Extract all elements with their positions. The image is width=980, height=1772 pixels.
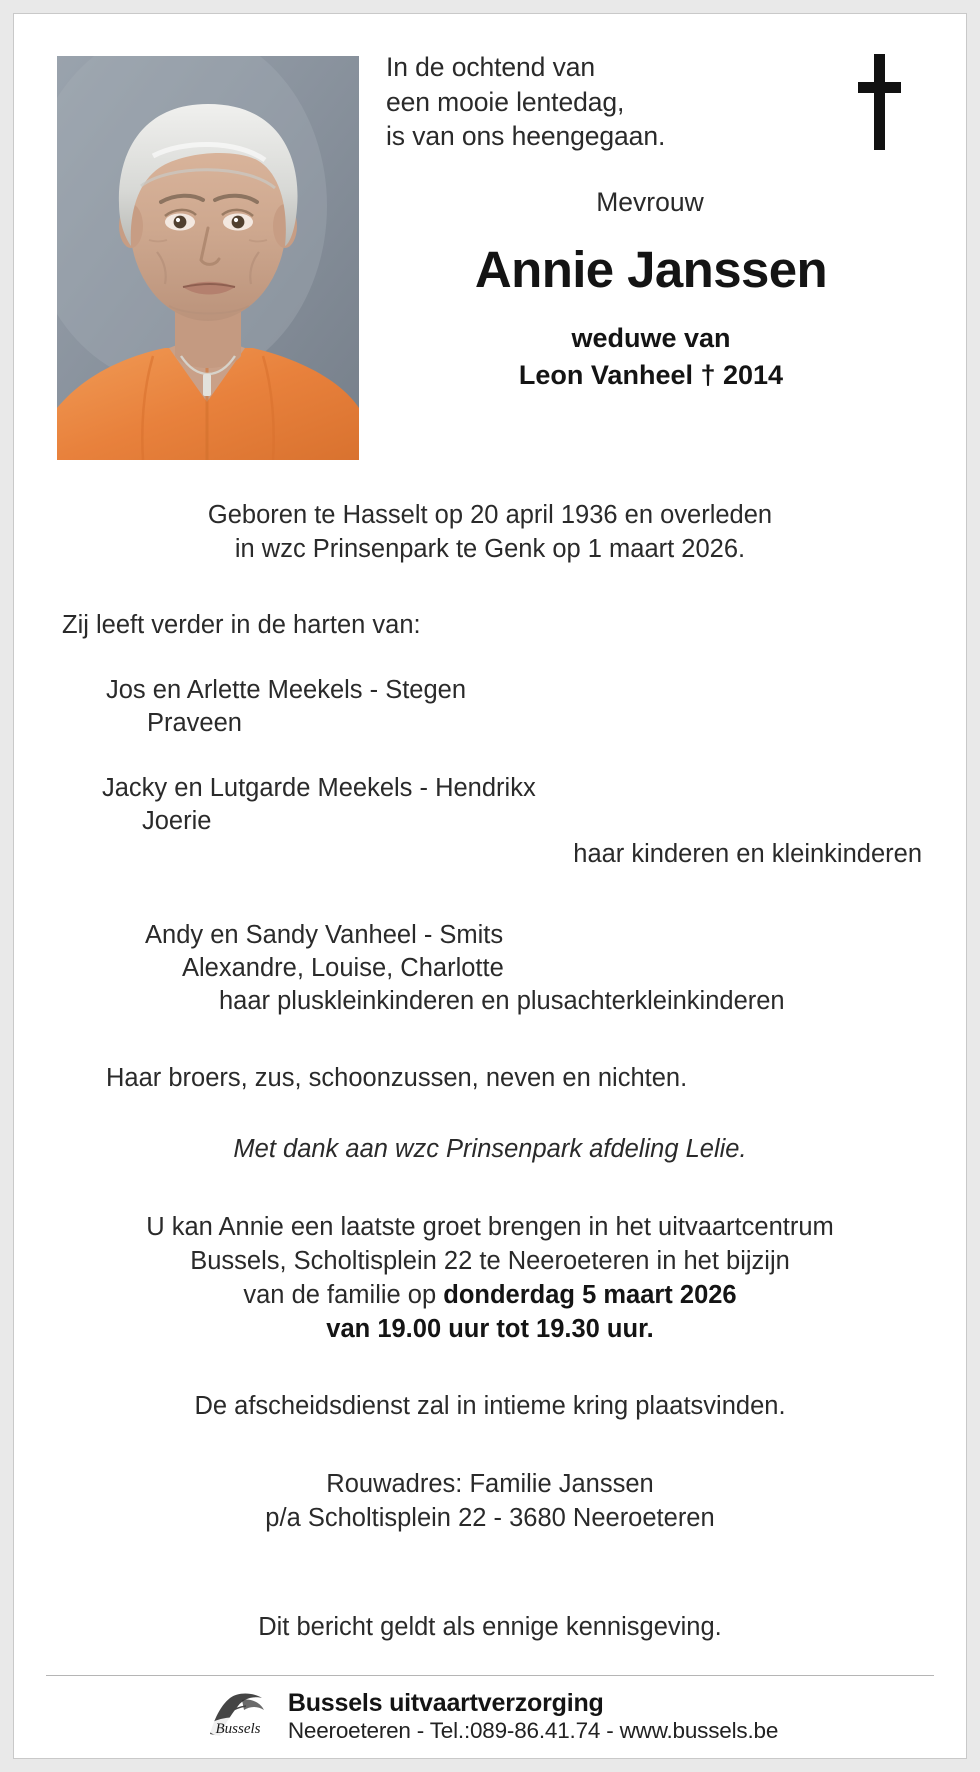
verse-line-3: is van ons heengegaan. xyxy=(386,121,666,151)
service-note: De afscheidsdienst zal in intieme kring plaatsvinden. xyxy=(194,1392,786,1420)
family-children: Joerie xyxy=(142,807,212,835)
verse-line-1: In de ochtend van xyxy=(386,52,595,82)
family-group xyxy=(14,674,966,740)
mourning-address-line-2: p/a Scholtisplein 22 - 3680 Neeroeteren xyxy=(265,1504,715,1532)
card-body xyxy=(14,498,966,1644)
widow-label: weduwe van xyxy=(571,322,731,353)
visitation-info xyxy=(14,1210,966,1346)
family-group xyxy=(14,772,966,871)
family-parents: Jos en Arlette Meekels - Stegen xyxy=(106,676,467,704)
birth-death-info xyxy=(14,498,966,566)
notice-line: Dit bericht geldt als ennige kennisgeving. xyxy=(258,1613,722,1641)
verse-line-2: een mooie lentedag, xyxy=(386,86,625,117)
spouse-name: Leon Vanheel † 2014 xyxy=(518,359,784,390)
opening-verse xyxy=(374,50,934,154)
visitation-line-1: U kan Annie een laatste groet brengen in het uitvaartcentrum xyxy=(146,1213,834,1241)
siblings-line: Haar broers, zus, schoonzussen, neven en nichten. xyxy=(106,1064,688,1092)
visitation-time: van 19.00 uur tot 19.30 uur. xyxy=(326,1315,654,1343)
visitation-line-4 xyxy=(14,1312,966,1346)
mourning-address-line-1: Rouwadres: Familie Janssen xyxy=(326,1470,654,1498)
family-group xyxy=(14,919,966,1018)
visitation-line-3-prefix: van de familie op xyxy=(243,1281,444,1309)
thanks-line: Met dank aan wzc Prinsenpark afdeling Lelie. xyxy=(233,1135,747,1163)
salutation: Mevrouw xyxy=(596,186,704,217)
visitation-line-2: Bussels, Scholtisplein 22 te Neeroeteren in het bijzijn xyxy=(190,1247,790,1275)
mourning-address xyxy=(14,1467,966,1535)
family-children: Alexandre, Louise, Charlotte xyxy=(182,954,504,982)
portrait-photo xyxy=(57,56,359,460)
deceased-name: Annie Janssen xyxy=(474,240,828,298)
family-parents: Jacky en Lutgarde Meekels - Hendrikx xyxy=(102,774,536,802)
visitation-line-3 xyxy=(14,1278,966,1312)
birth-death-line-2: in wzc Prinsenpark te Genk op 1 maart 2026. xyxy=(234,535,746,563)
card-footer xyxy=(14,1675,966,1744)
visitation-date: donderdag 5 maart 2026 xyxy=(443,1281,737,1309)
bussels-logo-icon xyxy=(202,1688,274,1744)
family-children: Praveen xyxy=(147,709,242,737)
company-contact: Neeroeteren - Tel.:089-86.41.74 - www.bussels.be xyxy=(287,1717,779,1743)
family-note: haar pluskleinkinderen en plusachterkleinkinderen xyxy=(219,987,785,1015)
family-parents: Andy en Sandy Vanheel - Smits xyxy=(145,921,504,949)
company-name: Bussels uitvaartverzorging xyxy=(287,1688,604,1717)
footer-divider xyxy=(46,1675,934,1676)
logo-wordmark: Bussels xyxy=(215,1721,261,1737)
memorial-card xyxy=(13,13,967,1759)
header-text-block xyxy=(374,50,934,391)
card-header-section xyxy=(14,14,966,484)
family-note: haar kinderen en kleinkinderen xyxy=(573,840,922,868)
birth-death-line-1: Geboren te Hasselt op 20 april 1936 en overleden xyxy=(207,501,773,529)
survivors-intro: Zij leeft verder in de harten van: xyxy=(62,611,421,639)
